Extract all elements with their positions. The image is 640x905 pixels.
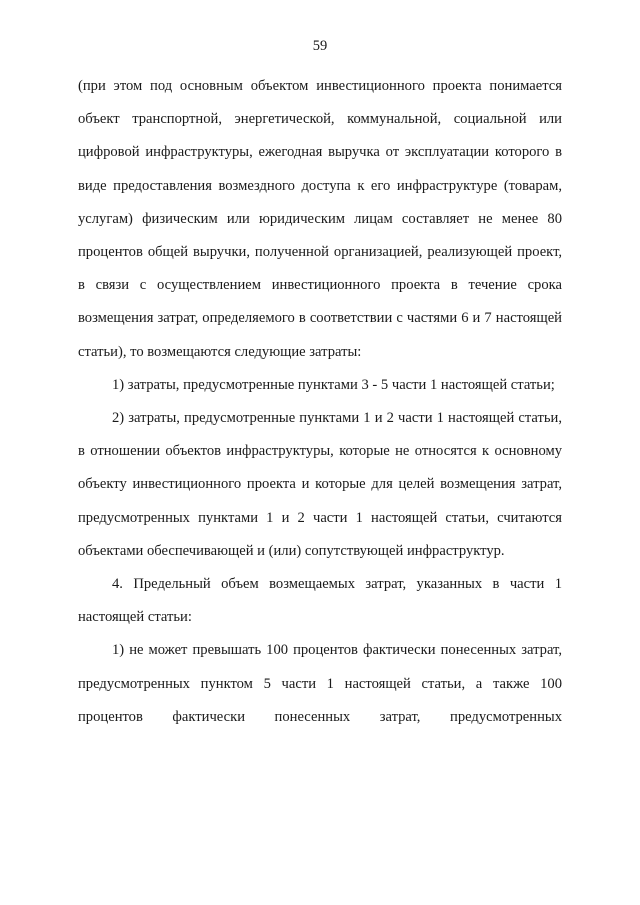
paragraph-item-2: 2) затраты, предусмотренные пунктами 1 и 2 части 1 настоящей статьи, в отношении объектов инфраструктуры, которые не относятся к основному объекту инвестиционного проекта и которые для целей возмещения затрат, предусмотренных пунктами 1 и 2 части 1 настоящей статьи, считаются объектами обеспечивающей и (или) сопутствующей инфраструктур.: [78, 410, 562, 559]
paragraph-item-1: 1) затраты, предусмотренные пунктами 3 - 5 части 1 настоящей статьи;: [112, 376, 555, 393]
document-body: [78, 70, 562, 734]
paragraph-part-4-item-1: 1) не может превышать 100 процентов фактически понесенных затрат, предусмотренных пунктом 5 части 1 настоящей статьи, а также 100 процентов фактически понесенных затрат, предусмотренных: [78, 642, 562, 725]
paragraph-part-4: 4. Предельный объем возмещаемых затрат, указанных в части 1 настоящей статьи:: [78, 576, 562, 626]
paragraph-intro: (при этом под основным объектом инвестиционного проекта понимается объект транспортной, энергетической, коммунальной, социальной или цифровой инфраструктуры, ежегодная выручка от эксплуатации которого в виде предоставления возмездного доступа к его инфраструктуре (товарам, услугам) физическим или юридическим лицам составляет не менее 80 процентов общей выручки, полученной организацией, реализующей проект, в связи с осуществлением инвестиционного проекта в течение срока возмещения затрат, определяемого в соответствии с частями 6 и 7 настоящей статьи), то возмещаются следующие затраты:: [78, 78, 562, 360]
page-number: 59: [312, 38, 328, 54]
